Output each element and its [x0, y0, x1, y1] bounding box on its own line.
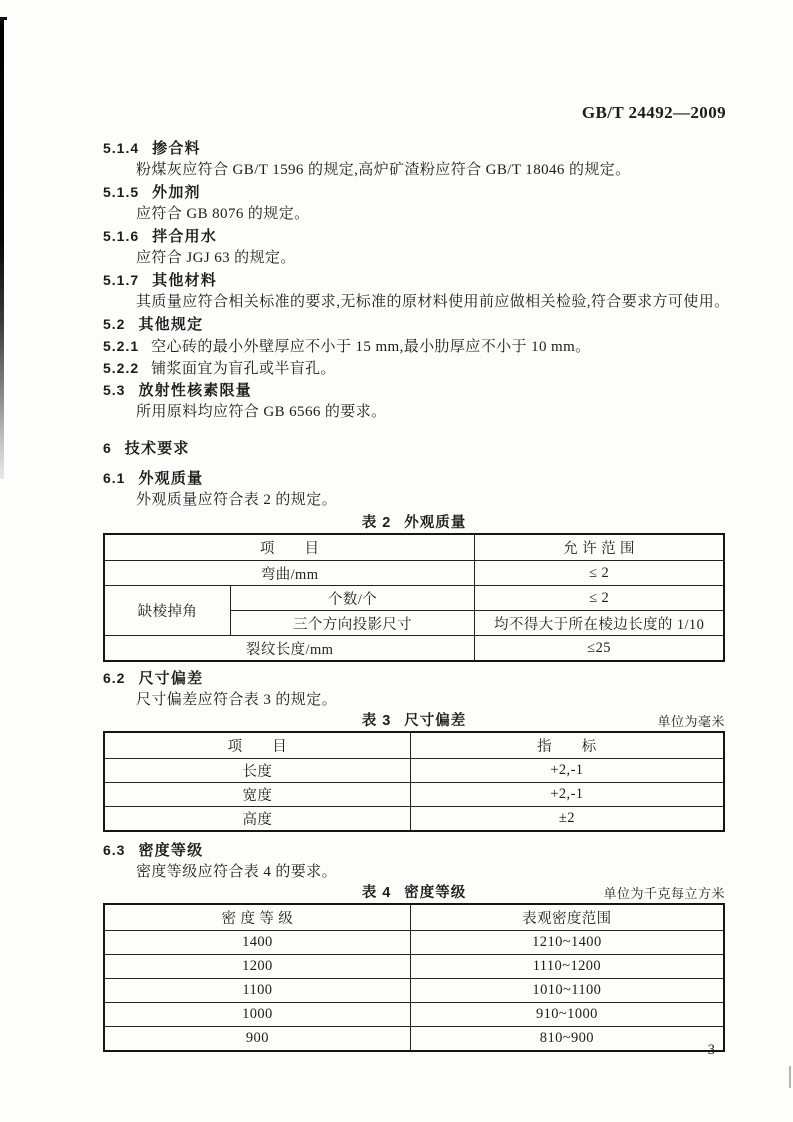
clause-6-2 — [103, 667, 725, 689]
table2-caption-label: 表 2 — [361, 515, 392, 531]
clause-number: 5.3 — [103, 382, 126, 398]
table3-cell-length-value: +2,-1 — [410, 759, 724, 783]
clause-5-2 — [103, 313, 725, 335]
table2-cell-crack-value: ≤25 — [475, 636, 724, 662]
table2-cell-bend-item: 弯曲/mm — [104, 561, 475, 586]
clause-6 — [103, 437, 725, 459]
table3-header-index: 指 标 — [410, 732, 724, 759]
clause-number: 6 — [103, 440, 112, 456]
clause-number: 5.2 — [103, 316, 126, 332]
table-row — [104, 586, 724, 611]
table3-cell-height: 高度 — [104, 807, 410, 832]
table-row — [104, 1003, 724, 1027]
table3-cell-width: 宽度 — [104, 783, 410, 807]
table4-cell-grade-1400: 1400 — [104, 931, 410, 955]
clause-number: 6.3 — [103, 842, 126, 858]
clause-title: 技术要求 — [124, 440, 190, 457]
table-row — [104, 1027, 724, 1052]
table3-header-item: 项 目 — [104, 732, 410, 759]
table4-cell-range-1000: 910~1000 — [410, 1003, 724, 1027]
table2-cell-defect-group: 缺棱掉角 — [104, 586, 230, 636]
table3-cell-width-value: +2,-1 — [410, 783, 724, 807]
clause-5-3-text: 所用原料均应符合 GB 6566 的要求。 — [136, 404, 387, 420]
table2-header-item: 项 目 — [104, 534, 475, 561]
clause-5-1-6 — [103, 225, 725, 247]
table4-cell-grade-1200: 1200 — [104, 955, 410, 979]
table3-cell-length: 长度 — [104, 759, 410, 783]
clause-6-1 — [103, 467, 725, 489]
table4-cell-range-1200: 1110~1200 — [410, 955, 724, 979]
clause-text: 空心砖的最小外壁厚应不小于 15 mm,最小肋厚应不小于 10 mm。 — [151, 339, 591, 355]
clause-title: 放射性核素限量 — [138, 382, 252, 399]
clause-number: 5.1.4 — [103, 140, 140, 156]
clause-text: 铺浆面宜为盲孔或半盲孔。 — [151, 361, 336, 377]
table3-unit-note: 单位为毫米 — [657, 714, 725, 729]
table-row — [104, 807, 724, 832]
clause-6-3 — [103, 839, 725, 861]
table4-cell-range-1100: 1010~1100 — [410, 979, 724, 1003]
table-row — [104, 979, 724, 1003]
table4-cell-grade-1100: 1100 — [104, 979, 410, 1003]
table-density-grade — [103, 903, 725, 1052]
clause-5-1-5 — [103, 181, 725, 203]
table-row — [104, 904, 724, 931]
clause-5-1-7 — [103, 269, 725, 291]
clause-5-1-4 — [103, 137, 725, 159]
table4-cell-range-1400: 1210~1400 — [410, 931, 724, 955]
table3-cell-height-value: ±2 — [410, 807, 724, 832]
table4-caption-label: 表 4 — [361, 885, 392, 901]
clause-6-2-text: 尺寸偏差应符合表 3 的规定。 — [136, 692, 338, 708]
table2-caption — [103, 513, 725, 533]
clause-6-3-text: 密度等级应符合表 4 的要求。 — [136, 864, 338, 880]
clause-title: 其他材料 — [152, 272, 217, 289]
table2-cell-bend-value: ≤ 2 — [475, 561, 724, 586]
table-row — [104, 783, 724, 807]
table4-cell-range-900: 810~900 — [410, 1027, 724, 1052]
table4-cell-grade-900: 900 — [104, 1027, 410, 1052]
table4-caption-title: 密度等级 — [404, 885, 467, 901]
table-row — [104, 534, 724, 561]
table4-unit-note: 单位为千克每立方米 — [603, 886, 725, 901]
table2-cell-projection-value: 均不得大于所在棱边长度的 1/10 — [475, 611, 724, 636]
clause-title: 外观质量 — [138, 470, 204, 487]
clause-6-1-text: 外观质量应符合表 2 的规定。 — [136, 492, 338, 508]
standard-code: GB/T 24492—2009 — [581, 103, 726, 122]
clause-number: 5.1.5 — [103, 184, 140, 200]
clause-number: 6.2 — [103, 670, 126, 686]
table2-header-range: 允 许 范 围 — [475, 534, 724, 561]
table4-header-grade: 密 度 等 级 — [104, 904, 410, 931]
scan-artifact-right-mark — [789, 1066, 791, 1088]
clause-title: 密度等级 — [138, 842, 204, 859]
clause-title: 其他规定 — [138, 316, 204, 333]
clause-5-1-6-text: 应符合 JGJ 63 的规定。 — [136, 250, 296, 266]
clause-5-1-4-text: 粉煤灰应符合 GB/T 1596 的规定,高炉矿渣粉应符合 GB/T 18046 的规定。 — [136, 162, 631, 178]
clause-title: 拌合用水 — [152, 228, 217, 245]
clause-number: 5.1.7 — [103, 272, 140, 288]
table4-caption — [103, 883, 725, 903]
scan-artifact-left-tick — [0, 17, 7, 20]
table2-cell-crack-item: 裂纹长度/mm — [104, 636, 475, 662]
table-row — [104, 561, 724, 586]
table-row — [104, 759, 724, 783]
clause-5-3 — [103, 379, 725, 401]
table3-caption-label: 表 3 — [361, 713, 392, 729]
table2-cell-count-item: 个数/个 — [230, 586, 474, 611]
table2-cell-count-value: ≤ 2 — [475, 586, 724, 611]
table3-caption — [103, 711, 725, 731]
table-row — [104, 732, 724, 759]
scan-artifact-left-bar — [0, 17, 4, 479]
table2-cell-projection-item: 三个方向投影尺寸 — [230, 611, 474, 636]
table4-cell-grade-1000: 1000 — [104, 1003, 410, 1027]
clause-number: 5.1.6 — [103, 228, 140, 244]
clause-title: 掺合料 — [152, 140, 201, 157]
page-content — [103, 137, 730, 1052]
page-number: 3 — [707, 1042, 715, 1058]
clause-5-2-2 — [103, 357, 725, 379]
clause-5-1-7-text: 其质量应符合相关标准的要求,无标准的原材料使用前应做相关检验,符合要求方可使用。 — [136, 294, 730, 310]
clause-number: 6.1 — [103, 470, 126, 486]
table-row — [104, 931, 724, 955]
table-row — [104, 955, 724, 979]
clause-title: 尺寸偏差 — [138, 670, 204, 687]
table2-caption-title: 外观质量 — [404, 515, 467, 531]
clause-5-2-1 — [103, 335, 725, 357]
clause-5-1-5-text: 应符合 GB 8076 的规定。 — [136, 206, 310, 222]
table-dimension-deviation — [103, 731, 725, 832]
table-row — [104, 636, 724, 662]
clause-number: 5.2.1 — [103, 338, 140, 354]
table3-caption-title: 尺寸偏差 — [404, 713, 467, 729]
table-appearance-quality — [103, 533, 725, 662]
table4-header-range: 表观密度范围 — [410, 904, 724, 931]
clause-number: 5.2.2 — [103, 360, 140, 376]
clause-title: 外加剂 — [152, 184, 201, 201]
